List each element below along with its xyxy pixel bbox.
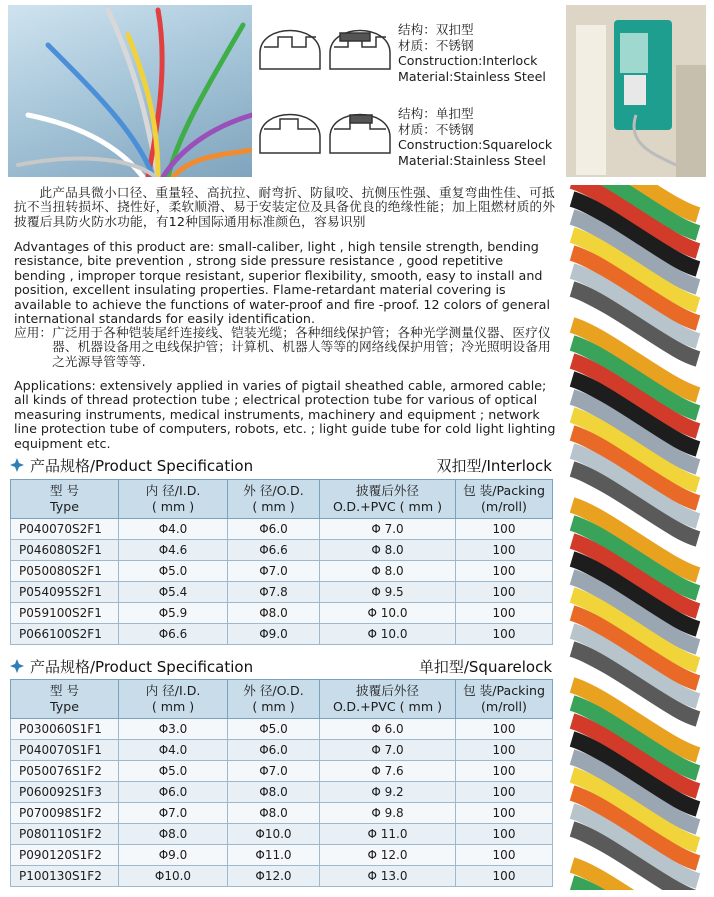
cell-od: Φ10.0 [228,824,320,845]
cell-pvc: Φ 6.0 [320,719,456,740]
cell-model: P070098S1F2 [11,803,119,824]
cell-id: Φ5.9 [119,603,228,624]
header-model-en: Type [50,699,79,714]
cell-od: Φ7.8 [228,582,320,603]
header-pack-unit: (m/roll) [481,499,527,514]
cell-packing: 100 [456,519,553,540]
header-od-unit: ( mm ) [252,699,295,714]
spec-title: 产品规格/Product Specification [30,457,254,475]
table-row [11,582,553,603]
col-header-model [11,680,119,719]
col-header-model [11,480,119,519]
applications-en-paragraph: Applications: extensively applied in varies of pigtail sheathed cable, armored cable; all kinds of thread protection tube ; electrical protection tube for various of optical measuring instruments, medical instruments, machinery and equipment ; network line protection tube of computers, robots, etc. ; light guide tube for cold light lighting equipment etc. [14,378,556,451]
header-od-cn: 外 径/O.D. [243,683,304,698]
cell-pvc: Φ 7.6 [320,761,456,782]
col-header-od [228,680,320,719]
cell-od: Φ6.0 [228,740,320,761]
device-photo [566,5,706,177]
cell-od: Φ8.0 [228,782,320,803]
col-header-packing [456,480,553,519]
cell-id: Φ5.0 [119,561,228,582]
cell-model: P046080S2F1 [11,540,119,561]
squarelock-diagram [258,97,392,157]
col-header-id [119,480,228,519]
table-row [11,740,553,761]
table-row [11,719,553,740]
cell-packing: 100 [456,824,553,845]
header-pvc-cn: 披覆后外径 [356,683,419,698]
cell-model: P080110S1F2 [11,824,119,845]
spec-heading-squarelock [10,656,552,676]
cell-id: Φ8.0 [119,824,228,845]
col-header-packing [456,680,553,719]
cell-model: P060092S1F3 [11,782,119,803]
cell-model: P066100S2F1 [11,624,119,645]
cell-od: Φ12.0 [228,866,320,887]
col-header-pvc [320,480,456,519]
cell-packing: 100 [456,782,553,803]
spec-type-label: 双扣型/Interlock [436,457,552,475]
cell-pvc: Φ 9.5 [320,582,456,603]
table-row [11,519,553,540]
cell-pvc: Φ 8.0 [320,540,456,561]
cell-od: Φ7.0 [228,561,320,582]
cell-pvc: Φ 13.0 [320,866,456,887]
cell-id: Φ3.0 [119,719,228,740]
cell-od: Φ8.0 [228,603,320,624]
cell-pvc: Φ 10.0 [320,624,456,645]
header-od-unit: ( mm ) [252,499,295,514]
cell-model: P054095S2F1 [11,582,119,603]
header-id-unit: ( mm ) [151,699,195,714]
spec-bullet-icon [10,659,24,673]
table-row [11,803,553,824]
table-row [11,561,553,582]
spec-table-squarelock [10,679,553,887]
cell-id: Φ6.0 [119,782,228,803]
header-model-cn: 型 号 [49,683,80,698]
table-row [11,624,553,645]
spec-table-interlock [10,479,553,645]
cell-id: Φ6.6 [119,624,228,645]
cell-packing: 100 [456,845,553,866]
cell-od: Φ11.0 [228,845,320,866]
interlock-material-cn: 材质：不锈钢 [398,37,474,53]
table-row [11,782,553,803]
cell-model: P059100S2F1 [11,603,119,624]
table-row [11,761,553,782]
col-header-id [119,680,228,719]
table-row [11,866,553,887]
advantages-cn-paragraph: 此产品具微小口径、重量轻、高抗拉、耐弯折、防鼠咬、抗侧压性强、重复弯曲性佳、可抵抗不当扭转损坏、挠性好，柔软顺滑、易于安装定位及具备优良的绝缘性能；加上阻燃材质的外披覆后具防火防水功能，有12种国际通用标准颜色，容易识别 [14,185,556,229]
advantages-en-paragraph: Advantages of this product are: small-caliber, light , high tensile strength, bending resistance, bite prevention , strong side pressure resistance , good repetitive bending , improper torque resistant, superior flexibility, smooth, easy to install and position, excellent insulating properties. Flame-retardant material covering is available to achieve the functions of water-proof and fire -proof. 12 colors of general international standards for easily identification. [14,239,550,327]
cell-id: Φ4.0 [119,519,228,540]
applications-cn-paragraph: 广泛用于各种铠装尾纤连接线、铠装光缆；各种细线保护管；各种光学测量仪器、医疗仪器、机器设备用之电线保护管；计算机、机器人等等的网络线保护用管；冷光照明设备用之光源导管等等. [52,325,551,369]
col-header-pvc [320,680,456,719]
spec-title: 产品规格/Product Specification [30,658,254,676]
cell-pvc: Φ 7.0 [320,740,456,761]
cell-model: P040070S2F1 [11,519,119,540]
cell-model: P050076S1F2 [11,761,119,782]
cell-id: Φ7.0 [119,803,228,824]
cell-packing: 100 [456,761,553,782]
cell-pvc: Φ 8.0 [320,561,456,582]
cell-od: Φ9.0 [228,624,320,645]
spec-type-label: 单扣型/Squarelock [418,658,552,676]
header-pvc-en: O.D.+PVC ( mm ) [332,699,443,714]
cell-id: Φ4.6 [119,540,228,561]
cell-pvc: Φ 12.0 [320,845,456,866]
interlock-diagram [258,13,392,73]
table-row [11,540,553,561]
cell-packing: 100 [456,719,553,740]
interlock-structure-text [398,22,546,84]
header-pack-unit: (m/roll) [481,699,527,714]
applications-cn-label: 应用： [14,325,53,340]
squarelock-construction-en: Construction:Squarelock [398,137,553,152]
header-pvc-cn: 披覆后外径 [356,483,419,498]
cell-id: Φ5.0 [119,761,228,782]
header-id-unit: ( mm ) [151,499,195,514]
spec-heading-interlock [10,455,552,475]
squarelock-construction-cn: 结构：单扣型 [398,106,474,121]
interlock-material-en: Material:Stainless Steel [398,68,546,84]
cell-pvc: Φ 10.0 [320,603,456,624]
cell-model: P090120S1F2 [11,845,119,866]
header-od-cn: 外 径/O.D. [243,483,304,498]
cell-id: Φ9.0 [119,845,228,866]
cell-model: P100130S1F2 [11,866,119,887]
cell-model: P040070S1F1 [11,740,119,761]
table-header-row [11,480,553,519]
cell-pvc: Φ 9.2 [320,782,456,803]
squarelock-material-en: Material:Stainless Steel [398,152,546,168]
cell-packing: 100 [456,866,553,887]
header-pack-cn: 包 装/Packing [463,483,545,498]
cell-id: Φ4.0 [119,740,228,761]
cell-id: Φ10.0 [119,866,228,887]
cell-od: Φ8.0 [228,803,320,824]
cell-packing: 100 [456,740,553,761]
col-header-od [228,480,320,519]
cell-pvc: Φ 7.0 [320,519,456,540]
applications-cn-block [14,326,556,369]
cell-packing: 100 [456,582,553,603]
interlock-construction-en: Construction:Interlock [398,53,538,68]
cell-packing: 100 [456,803,553,824]
cell-packing: 100 [456,603,553,624]
structure-panel [258,5,560,177]
cell-packing: 100 [456,561,553,582]
twisted-cable-graphic [566,185,704,890]
cell-packing: 100 [456,624,553,645]
table-header-row [11,680,553,719]
header-model-cn: 型 号 [49,483,80,498]
header-model-en: Type [50,499,79,514]
interlock-construction-cn: 结构：双扣型 [398,22,474,37]
header-pvc-en: O.D.+PVC ( mm ) [332,499,443,514]
cell-packing: 100 [456,540,553,561]
cell-pvc: Φ 9.8 [320,803,456,824]
cell-od: Φ5.0 [228,719,320,740]
header-pack-cn: 包 装/Packing [463,683,545,698]
cell-od: Φ6.6 [228,540,320,561]
spec-bullet-icon [10,458,24,472]
cell-pvc: Φ 11.0 [320,824,456,845]
cell-id: Φ5.4 [119,582,228,603]
cell-od: Φ7.0 [228,761,320,782]
table-row [11,824,553,845]
table-row [11,603,553,624]
cell-model: P030060S1F1 [11,719,119,740]
squarelock-material-cn: 材质：不锈钢 [398,121,474,137]
cable-colors-photo [8,5,252,177]
cell-od: Φ6.0 [228,519,320,540]
table-row [11,845,553,866]
squarelock-structure-text [398,106,552,168]
header-id-cn: 内 径/I.D. [145,683,201,698]
cell-model: P050080S2F1 [11,561,119,582]
header-id-cn: 内 径/I.D. [145,483,201,498]
